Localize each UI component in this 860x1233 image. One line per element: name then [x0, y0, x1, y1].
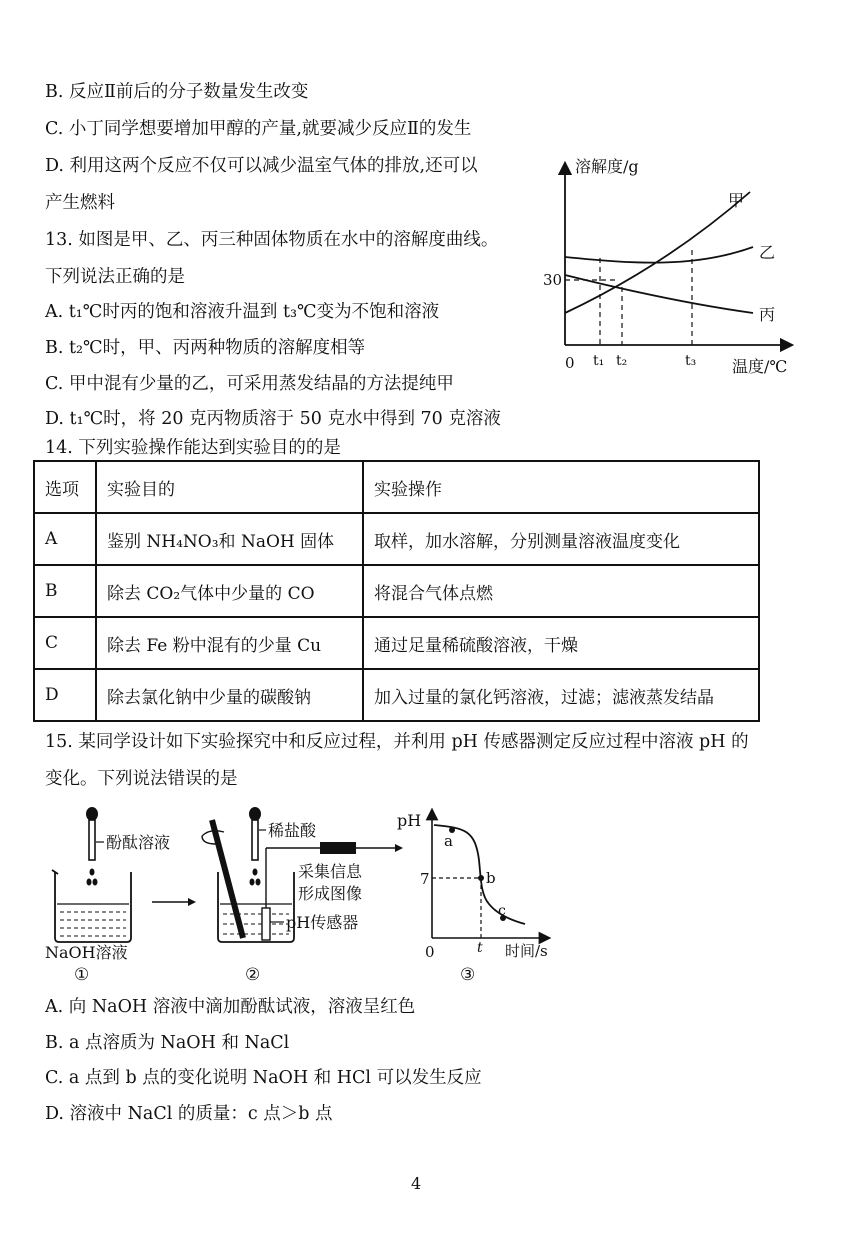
label-collect-info: 采集信息 [298, 862, 363, 881]
curve-bing [565, 275, 753, 313]
q13-option-d: D. t₁℃时，将 20 克丙物质溶于 50 克水中得到 70 克溶液 [45, 409, 501, 429]
label-naoh-solution: NaOH溶液 [45, 943, 128, 962]
label-phenolphthalein: 酚酞溶液 [106, 833, 171, 852]
q14-stem: 14. 下列实验操作能达到实验目的的是 [45, 438, 341, 458]
table-header-row [34, 461, 759, 513]
q15-option-a: A. 向 NaOH 溶液中滴加酚酞试液，溶液呈红色 [45, 997, 416, 1017]
q15-option-b: B. a 点溶质为 NaOH 和 NaCl [45, 1033, 290, 1053]
table-cell: A [34, 513, 96, 565]
series-label-yi: 乙 [759, 243, 776, 262]
table-cell: C [34, 617, 96, 669]
q13-option-a: A. t₁℃时丙的饱和溶液升温到 t₃℃变为不饱和溶液 [45, 302, 440, 322]
dropper-icon [86, 807, 98, 860]
ph-origin: 0 [425, 943, 435, 961]
q12-option-d-line1: D. 利用这两个反应不仅可以减少温室气体的排放,还可以 [45, 156, 478, 176]
series-label-jia: 甲 [728, 191, 745, 210]
fig-label-2: ② [245, 965, 261, 985]
table-cell: 将混合气体点燃 [363, 565, 759, 617]
solubility-x-tick-t2: t₂ [616, 353, 628, 369]
page-number: 4 [411, 1174, 422, 1193]
fig-label-1: ① [74, 965, 90, 985]
curve-jia [565, 192, 750, 313]
q13-stem-line1: 13. 如图是甲、乙、丙三种固体物质在水中的溶解度曲线。 [45, 230, 499, 250]
label-ph-sensor: pH传感器 [286, 913, 359, 932]
ph-y-label: pH [397, 811, 422, 830]
beaker-icon [52, 870, 131, 942]
q15-option-c: C. a 点到 b 点的变化说明 NaOH 和 HCl 可以发生反应 [45, 1068, 482, 1088]
ph-point-b: b [486, 869, 496, 887]
series-label-bing: 丙 [759, 305, 776, 324]
fig-label-3: ③ [460, 965, 476, 985]
table-cell: 除去 CO₂气体中少量的 CO [96, 565, 363, 617]
solubility-origin: 0 [565, 354, 575, 372]
solubility-y-label: 溶解度/g [575, 157, 639, 176]
table-cell: B [34, 565, 96, 617]
q12-option-b: B. 反应Ⅱ前后的分子数量发生改变 [45, 82, 309, 102]
table-row [34, 513, 759, 565]
table-header-cell: 实验目的 [96, 461, 363, 513]
ph-sensor-icon [262, 908, 270, 940]
solubility-x-tick-t1: t₁ [593, 353, 605, 369]
q12-option-c: C. 小丁同学想要增加甲醇的产量,就要减少反应Ⅱ的发生 [45, 119, 472, 139]
data-collector-icon [320, 842, 356, 854]
table-row [34, 617, 759, 669]
q13-option-c: C. 甲中混有少量的乙，可采用蒸发结晶的方法提纯甲 [45, 374, 454, 394]
apparatus-figure [40, 800, 440, 990]
solubility-x-tick-t3: t₃ [685, 353, 697, 369]
q13-stem-line2: 下列说法正确的是 [45, 267, 185, 287]
table-row [34, 669, 759, 721]
label-hydrochloric-acid: 稀盐酸 [268, 821, 317, 840]
table-row [34, 565, 759, 617]
label-form-image: 形成图像 [298, 884, 363, 903]
table-cell: 除去 Fe 粉中混有的少量 Cu [96, 617, 363, 669]
solubility-x-label: 温度/℃ [732, 357, 788, 376]
solubility-chart [525, 150, 805, 380]
q15-stem-line1: 15. 某同学设计如下实验探究中和反应过程，并利用 pH 传感器测定反应过程中溶液 pH 的 [45, 732, 749, 752]
ph-point-a: a [444, 832, 453, 850]
ph-point-c: c [498, 903, 506, 919]
ph-chart [395, 800, 565, 990]
ph-x-label: 时间/s [505, 942, 548, 960]
table-cell: 通过足量稀硫酸溶液，干燥 [363, 617, 759, 669]
table-cell: 取样，加水溶解，分别测量溶液温度变化 [363, 513, 759, 565]
q15-stem-line2: 变化。下列说法错误的是 [45, 769, 238, 789]
q13-option-b: B. t₂℃时，甲、丙两种物质的溶解度相等 [45, 338, 366, 358]
q15-option-d: D. 溶液中 NaCl 的质量：c 点＞b 点 [45, 1104, 333, 1124]
table-cell: D [34, 669, 96, 721]
experiment-table [33, 460, 760, 722]
table-cell: 除去氯化钠中少量的碳酸钠 [96, 669, 363, 721]
table-cell: 鉴别 NH₄NO₃和 NaOH 固体 [96, 513, 363, 565]
solubility-y-tick: 30 [543, 271, 563, 289]
table-header-cell: 实验操作 [363, 461, 759, 513]
ph-y-tick: 7 [420, 870, 430, 888]
table-cell: 加入过量的氯化钙溶液，过滤；滤液蒸发结晶 [363, 669, 759, 721]
q12-option-d-line2: 产生燃料 [45, 193, 115, 213]
ph-x-tick: t [477, 940, 483, 956]
table-header-cell: 选项 [34, 461, 96, 513]
